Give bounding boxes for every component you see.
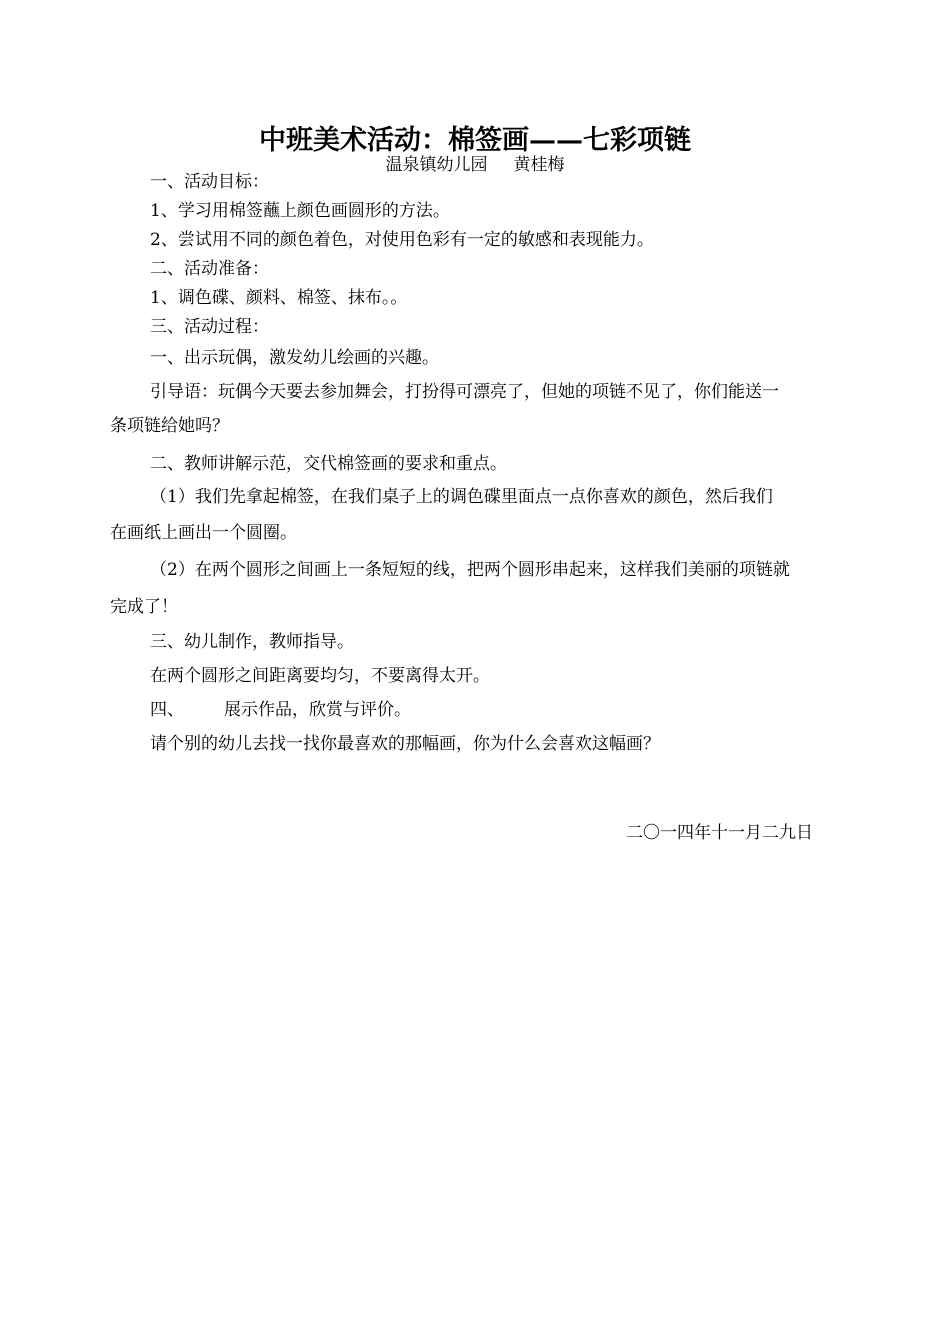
preparation-item-1: 1、调色碟、颜料、棉签、抹布。。 xyxy=(150,288,408,308)
process-step-1: 一、出示玩偶，激发幼儿绘画的兴趣。 xyxy=(150,348,439,368)
process-step-4-note: 请个别的幼儿去找一找你最喜欢的那幅画，你为什么会喜欢这幅画？ xyxy=(150,734,660,754)
demo-step-1-line-1: （1）我们先拿起棉签，在我们桌子上的调色碟里面点一点你喜欢的颜色，然后我们 xyxy=(150,487,773,507)
process-step-4 xyxy=(150,700,411,720)
document-title: 中班美术活动：棉签画——七彩项链 xyxy=(259,125,691,156)
goal-item-1: 1、学习用棉签蘸上颜色画圆形的方法。 xyxy=(150,201,450,221)
guiding-words-line-1: 引导语：玩偶今天要去参加舞会，打扮得可漂亮了，但她的项链不见了，你们能送一 xyxy=(150,382,779,402)
process-step-2: 二、教师讲解示范，交代棉签画的要求和重点。 xyxy=(150,454,507,474)
demo-step-1-line-2: 在画纸上画出一个圆圈。 xyxy=(110,523,297,543)
section-heading-goals: 一、活动目标： xyxy=(150,172,269,192)
demo-step-2-line-2: 完成了！ xyxy=(110,597,178,617)
author-name: 黄桂梅 xyxy=(513,155,565,175)
goal-item-2: 2、尝试用不同的颜色着色，对使用色彩有一定的敏感和表现能力。 xyxy=(150,230,654,250)
step-4-text: 展示作品，欣赏与评价。 xyxy=(224,700,411,720)
process-step-3: 三、幼儿制作，教师指导。 xyxy=(150,632,354,652)
section-heading-preparation: 二、活动准备： xyxy=(150,259,269,279)
document-date: 二〇一四年十一月二九日 xyxy=(626,823,813,843)
guiding-words-line-2: 条项链给她吗？ xyxy=(110,416,229,436)
process-step-3-note: 在两个圆形之间距离要均匀，不要离得太开。 xyxy=(150,666,490,686)
document-subtitle xyxy=(0,150,950,175)
section-heading-process: 三、活动过程： xyxy=(150,317,269,337)
school-name: 温泉镇幼儿园 xyxy=(385,155,488,175)
demo-step-2-line-1: （2）在两个圆形之间画上一条短短的线，把两个圆形串起来，这样我们美丽的项链就 xyxy=(150,560,790,580)
step-4-number: 四、 xyxy=(150,700,184,720)
